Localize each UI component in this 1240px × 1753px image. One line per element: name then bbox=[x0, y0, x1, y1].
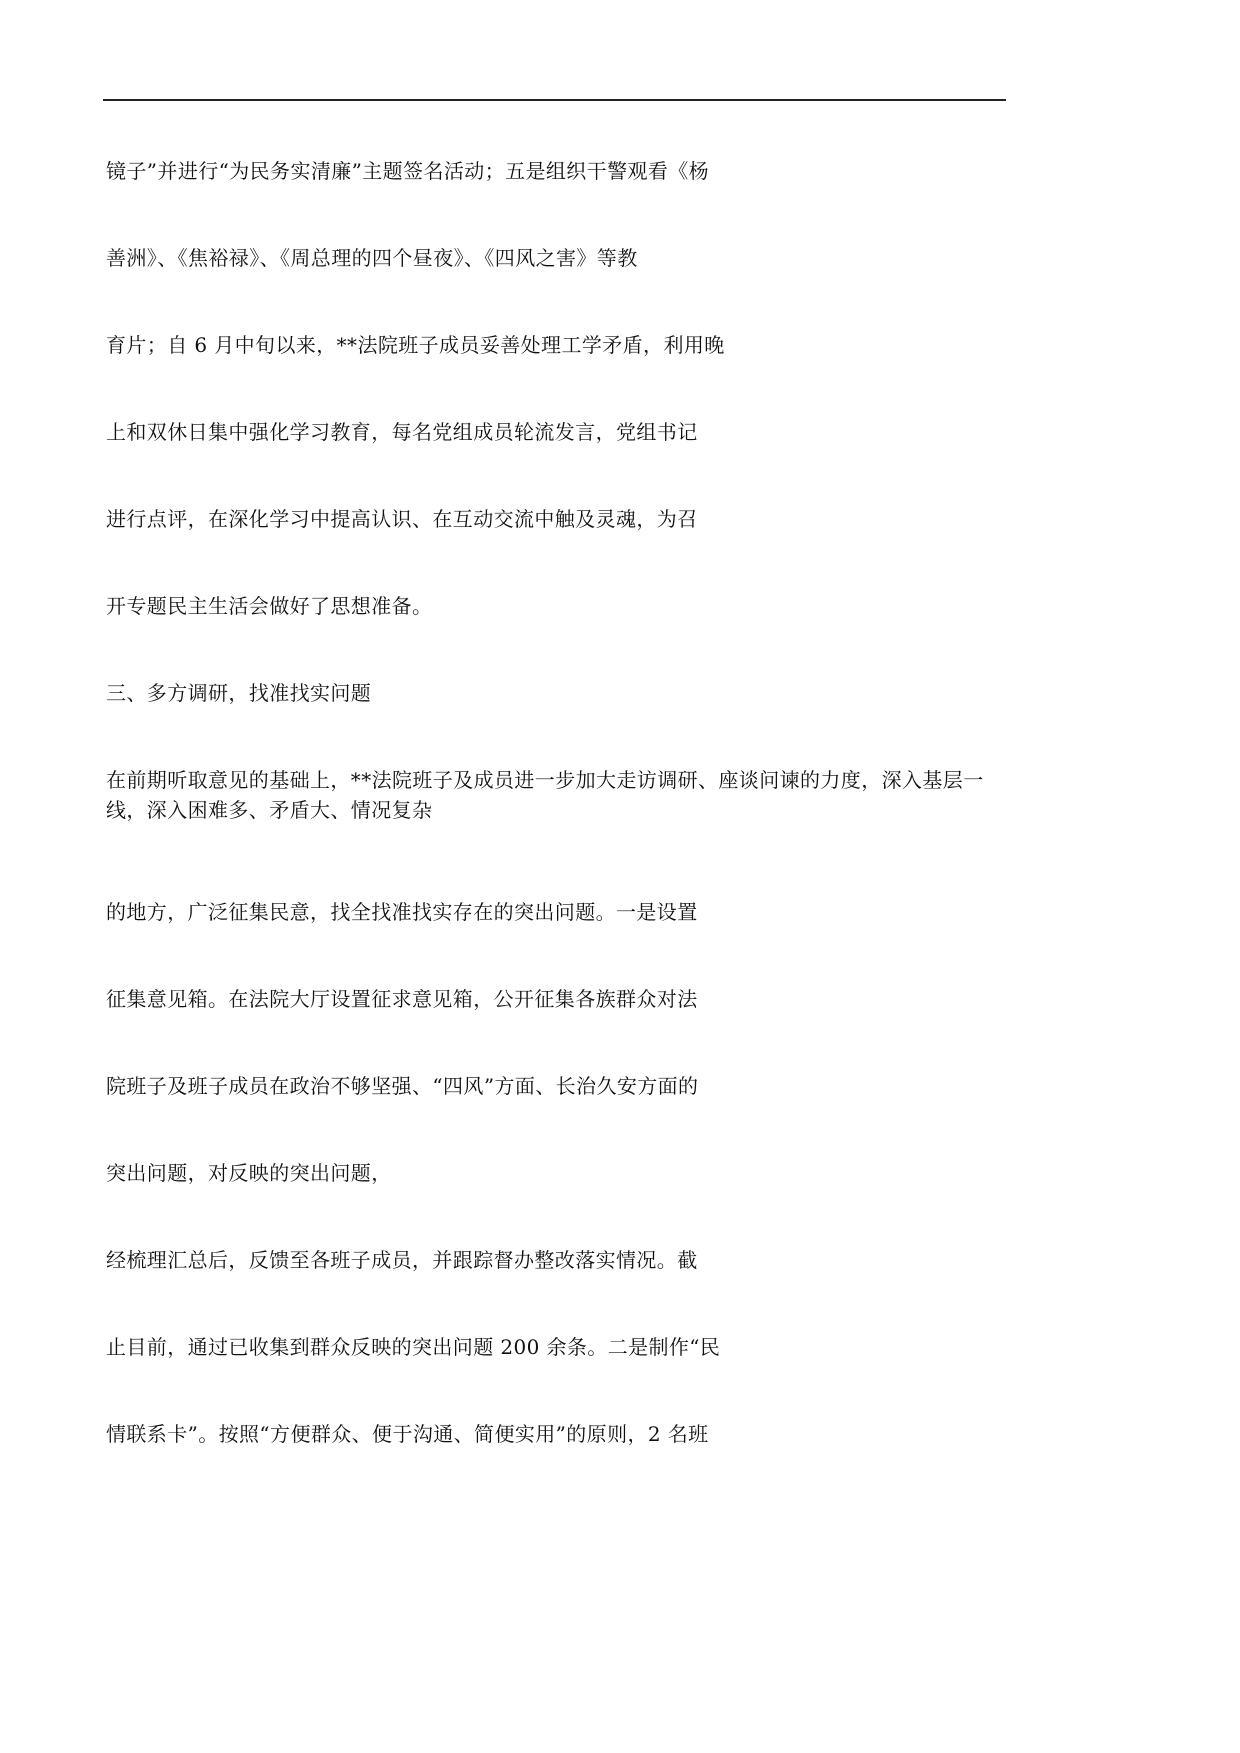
body-line: 突出问题，对反映的突出问题， bbox=[106, 1161, 392, 1185]
body-line: 的地方，广泛征集民意，找全找准找实存在的突出问题。一是设置 bbox=[106, 900, 698, 924]
header-rule bbox=[103, 99, 1006, 101]
section-heading: 三、多方调研，找准找实问题 bbox=[106, 681, 372, 705]
body-line: 止目前，通过已收集到群众反映的突出问题 200 余条。二是制作“民 bbox=[106, 1335, 721, 1359]
body-line: 进行点评，在深化学习中提高认识、在互动交流中触及灵魂，为召 bbox=[106, 507, 698, 531]
body-paragraph: 在前期听取意见的基础上，**法院班子及成员进一步加大走访调研、座谈问谏的力度，深入基层一线，深入困难多、矛盾大、情况复杂 bbox=[106, 768, 984, 822]
body-line: 育片；自 6 月中旬以来，**法院班子成员妥善处理工学矛盾，利用晚 bbox=[106, 333, 725, 357]
body-line: 上和双休日集中强化学习教育，每名党组成员轮流发言，党组书记 bbox=[106, 420, 698, 444]
body-line: 情联系卡”。按照“方便群众、便于沟通、简便实用”的原则，2 名班 bbox=[106, 1422, 709, 1446]
body-line: 镜子”并进行“为民务实清廉”主题签名活动；五是组织干警观看《杨 bbox=[106, 159, 710, 183]
body-line: 开专题民主生活会做好了思想准备。 bbox=[106, 594, 433, 618]
body-line: 善洲》、《焦裕禄》、《周总理的四个昼夜》、《四风之害》等教 bbox=[106, 246, 638, 270]
body-line: 院班子及班子成员在政治不够坚强、“四风”方面、长治久安方面的 bbox=[106, 1074, 699, 1098]
body-line: 经梳理汇总后，反馈至各班子成员，并跟踪督办整改落实情况。截 bbox=[106, 1248, 698, 1272]
body-line: 征集意见箱。在法院大厅设置征求意见箱，公开征集各族群众对法 bbox=[106, 987, 698, 1011]
